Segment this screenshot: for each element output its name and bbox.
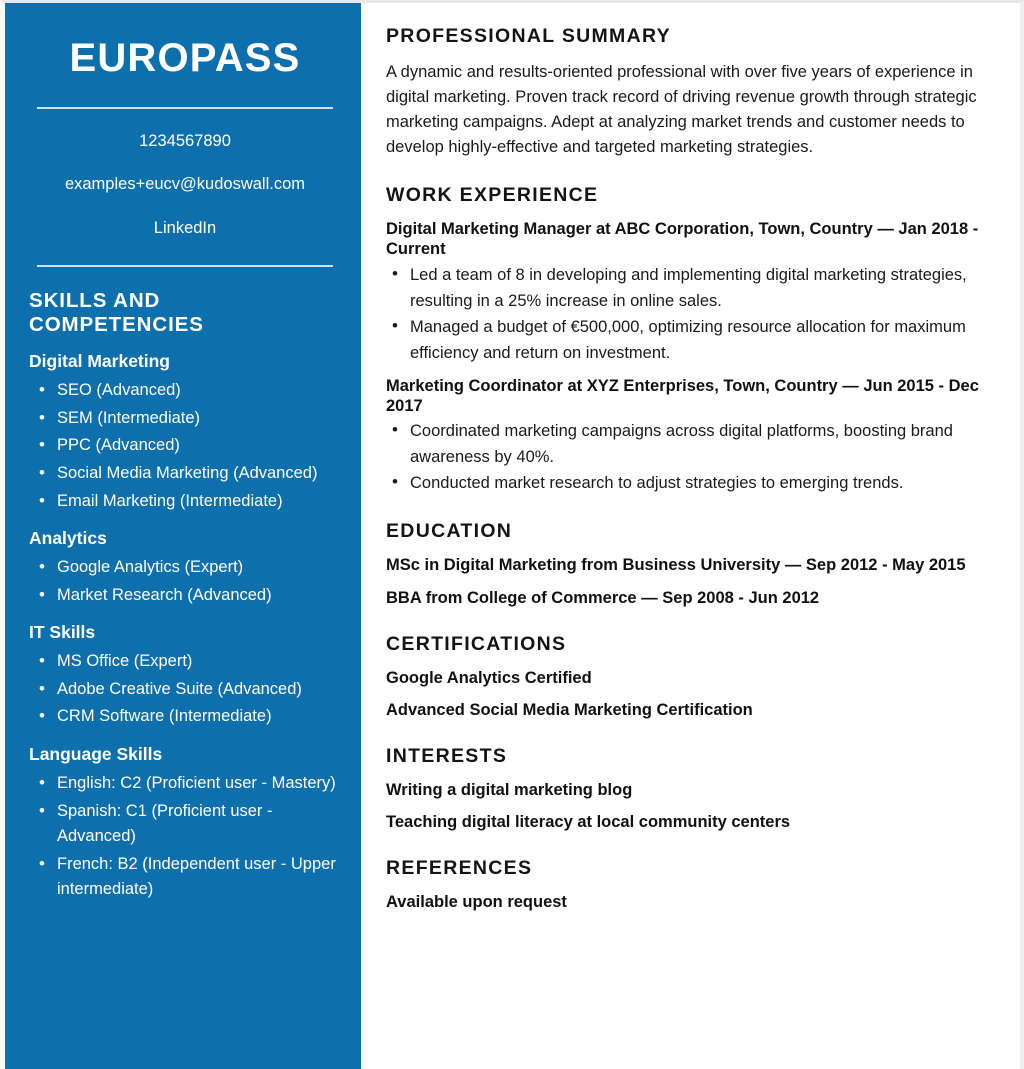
skill-group-title-digital-marketing: Digital Marketing bbox=[29, 351, 170, 372]
list-item: • Social Media Marketing (Advanced) bbox=[29, 461, 341, 487]
work-entry-title: Marketing Coordinator at XYZ Enterprises, Town, Country — Jun 2015 - Dec 2017 bbox=[386, 376, 979, 415]
section-certifications bbox=[386, 633, 986, 721]
list-item: • French: B2 (Independent user - Upper intermediate) bbox=[29, 852, 341, 903]
list-item: • Led a team of 8 in developing and implementing digital marketing strategies, resulting in a 25% increase in online sales. bbox=[386, 262, 986, 314]
work-entry-bullets bbox=[386, 262, 986, 366]
skills-section-title: SKILLS AND COMPETENCIES bbox=[29, 289, 204, 337]
contact-phone: 1234567890 bbox=[139, 132, 231, 150]
list-item: • Managed a budget of €500,000, optimizing resource allocation for maximum efficiency and return on investment. bbox=[386, 314, 986, 366]
interest-item: Writing a digital marketing blog bbox=[386, 780, 633, 799]
list-item: • Conducted market research to adjust strategies to emerging trends. bbox=[386, 470, 986, 496]
section-references bbox=[386, 857, 986, 913]
section-work-experience bbox=[386, 184, 986, 496]
skill-group-title-analytics: Analytics bbox=[29, 528, 107, 549]
education-item: BBA from College of Commerce — Sep 2008 - Jun 2012 bbox=[386, 588, 820, 607]
skill-list-analytics bbox=[29, 555, 341, 608]
certification-item: Google Analytics Certified bbox=[386, 668, 592, 687]
section-education bbox=[386, 520, 986, 608]
list-item: • PPC (Advanced) bbox=[29, 433, 341, 459]
divider-bottom bbox=[37, 265, 333, 267]
reference-item: Available upon request bbox=[386, 893, 567, 911]
list-item: • English: C2 (Proficient user - Mastery) bbox=[29, 771, 341, 797]
skill-list-language-skills bbox=[29, 771, 341, 903]
section-title-professional-summary: PROFESSIONAL SUMMARY bbox=[386, 25, 671, 47]
section-professional-summary bbox=[386, 25, 986, 160]
list-item: • MS Office (Expert) bbox=[29, 649, 341, 675]
skill-list-digital-marketing bbox=[29, 378, 341, 514]
section-title-certifications: CERTIFICATIONS bbox=[386, 632, 567, 655]
section-title-references: REFERENCES bbox=[386, 857, 533, 879]
divider-top bbox=[37, 107, 333, 109]
section-title-education: EDUCATION bbox=[386, 520, 513, 543]
work-entry-title: Digital Marketing Manager at ABC Corporation, Town, Country — Jan 2018 - Current bbox=[386, 220, 979, 259]
contact-linkedin[interactable]: LinkedIn bbox=[153, 218, 217, 237]
list-item: • SEO (Advanced) bbox=[29, 378, 341, 404]
skill-group-title-it-skills: IT Skills bbox=[29, 622, 96, 643]
work-entry bbox=[386, 219, 986, 366]
list-item: • Adobe Creative Suite (Advanced) bbox=[29, 677, 341, 703]
list-item: • Email Marketing (Intermediate) bbox=[29, 489, 341, 515]
list-item: • SEM (Intermediate) bbox=[29, 406, 341, 432]
section-title-interests: INTERESTS bbox=[386, 744, 508, 767]
professional-summary-text: A dynamic and results-oriented professional with over five years of experience in digital marketing. Proven track record of driving revenue growth through strategic marketing campaigns. Adept at analyzing market trends and customer needs to develop highly-effective and targeted marketing strategies. bbox=[386, 63, 977, 157]
list-item: • Google Analytics (Expert) bbox=[29, 555, 341, 581]
sidebar bbox=[5, 3, 361, 1069]
list-item: • Spanish: C1 (Proficient user - Advanced) bbox=[29, 799, 341, 850]
main-content bbox=[386, 3, 986, 1069]
list-item: • CRM Software (Intermediate) bbox=[29, 704, 341, 730]
work-entry-bullets bbox=[386, 418, 986, 496]
contact-email[interactable]: examples+eucv@kudoswall.com bbox=[64, 175, 306, 194]
section-title-work-experience: WORK EXPERIENCE bbox=[386, 184, 599, 207]
certification-item: Advanced Social Media Marketing Certification bbox=[386, 701, 753, 720]
interest-item: Teaching digital literacy at local community centers bbox=[386, 813, 791, 832]
section-interests bbox=[386, 745, 986, 833]
cv-title: EUROPASS bbox=[69, 36, 301, 80]
skill-list-it-skills bbox=[29, 649, 341, 730]
list-item: • Coordinated marketing campaigns across digital platforms, boosting brand awareness by 40%. bbox=[386, 418, 986, 470]
skill-group-title-language-skills: Language Skills bbox=[29, 743, 163, 764]
list-item: • Market Research (Advanced) bbox=[29, 583, 341, 609]
education-item: MSc in Digital Marketing from Business University — Sep 2012 - May 2015 bbox=[386, 556, 966, 575]
work-entry bbox=[386, 376, 986, 496]
